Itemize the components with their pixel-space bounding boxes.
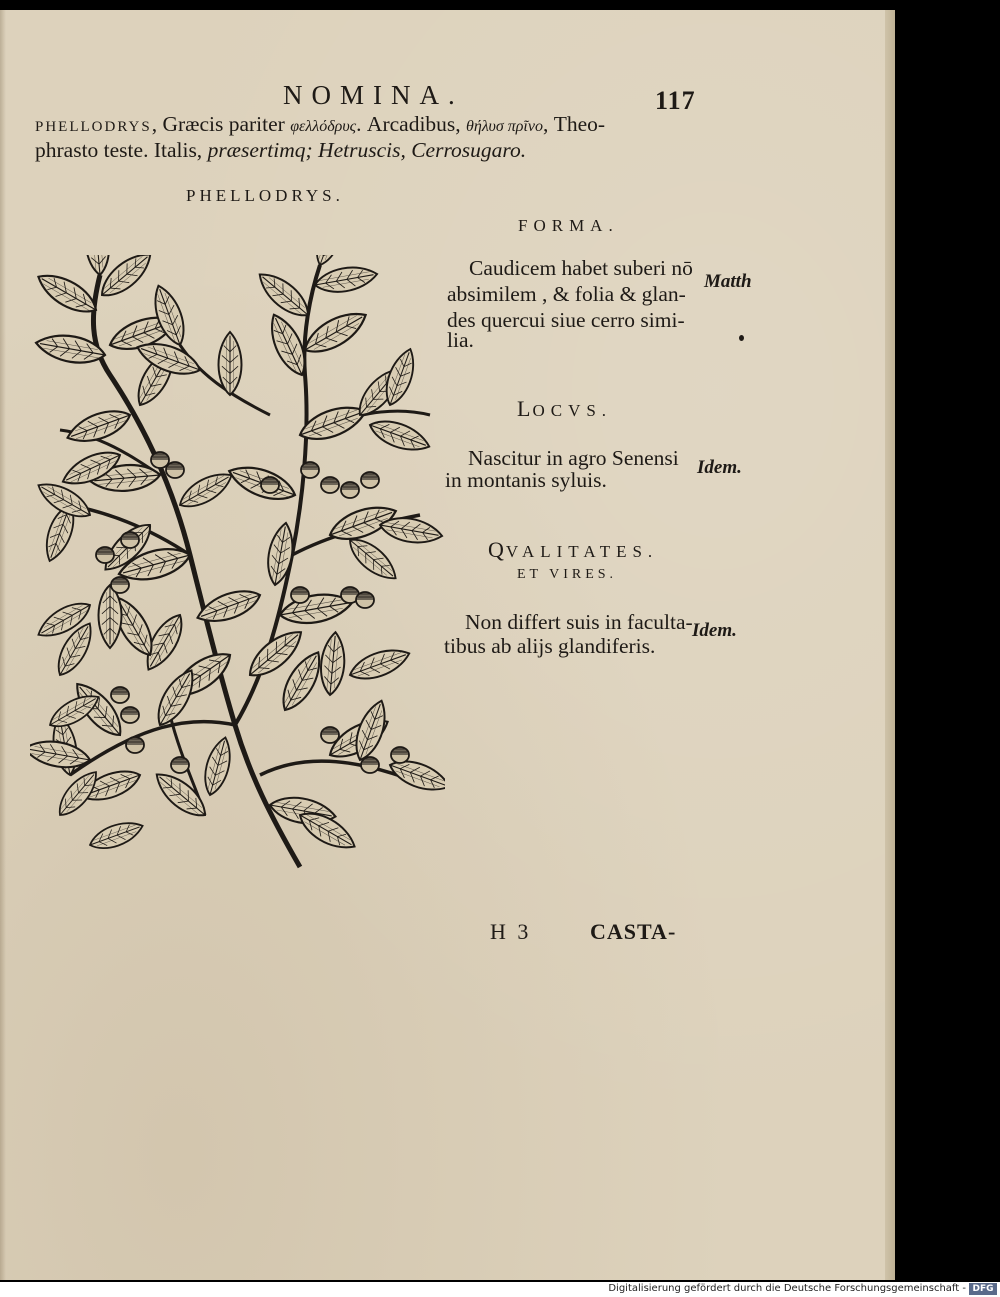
- section-heading-forma: FORMA.: [518, 216, 619, 235]
- nomina-text-d: phrasto teste. Italis,: [35, 138, 208, 162]
- margin-note-qualitates: Idem.: [692, 620, 737, 641]
- nomina-line-2: [35, 140, 526, 162]
- nomina-text-c: , Theo-: [542, 112, 606, 136]
- section-heading-qualitates: [488, 539, 658, 561]
- section-heading-locus: [517, 398, 612, 420]
- nomina-text-b: . Arcadibus,: [356, 112, 467, 136]
- margin-note-forma: Matth: [704, 271, 752, 292]
- locus-line-1: Nascitur in agro Senensi: [468, 446, 679, 470]
- qualitates-line-1: Non differt suis in faculta-: [465, 610, 693, 634]
- forma-line-1: Caudicem habet suberi nō: [469, 256, 693, 280]
- qualitates-line-2: tibus ab alijs glandiferis.: [444, 634, 656, 658]
- forma-line-3: des quercui siue cerro simi-: [447, 308, 685, 332]
- nomina-text-a: , Græcis pariter: [151, 112, 291, 136]
- catchword: CASTA-: [590, 919, 677, 944]
- italian-names: præsertimq; Hetruscis, Cerrosugaro.: [207, 138, 527, 162]
- running-head: NOMINA.: [283, 80, 464, 110]
- forma-line-4: lia.: [447, 328, 474, 352]
- signature-mark: H 3: [490, 919, 532, 944]
- footer-credit: Digitalisierung gefördert durch die Deutsche Forschungsgemeinschaft -: [608, 1283, 966, 1294]
- greek-name: φελλόδρυς: [290, 118, 357, 135]
- page-number: 117: [655, 86, 696, 115]
- oak-branch-woodcut-illustration: [30, 255, 445, 875]
- locus-initial: L: [517, 396, 533, 421]
- forma-line-2: absimilem , & folia & glan-: [447, 282, 686, 306]
- qualitates-heading-rest: VALITATES.: [505, 542, 659, 561]
- locus-heading-rest: OCVS.: [532, 401, 613, 420]
- page-edge: [885, 10, 895, 1280]
- footer-bar: [0, 1282, 1000, 1297]
- qualitates-initial: Q: [488, 537, 506, 562]
- plant-caption: PHELLODRYS.: [186, 186, 344, 205]
- margin-note-locus: Idem.: [697, 457, 742, 478]
- locus-line-2: in montanis syluis.: [445, 468, 607, 492]
- nomina-line-1: [35, 114, 605, 136]
- section-heading-vires: ET VIRES.: [517, 567, 618, 582]
- plant-name-lead: PHELLODRYS: [35, 119, 152, 135]
- greek-name-2: θήλυσ πρῖνο: [466, 118, 543, 135]
- ink-spot: [739, 335, 744, 341]
- dfg-logo-icon: DFG: [969, 1283, 997, 1295]
